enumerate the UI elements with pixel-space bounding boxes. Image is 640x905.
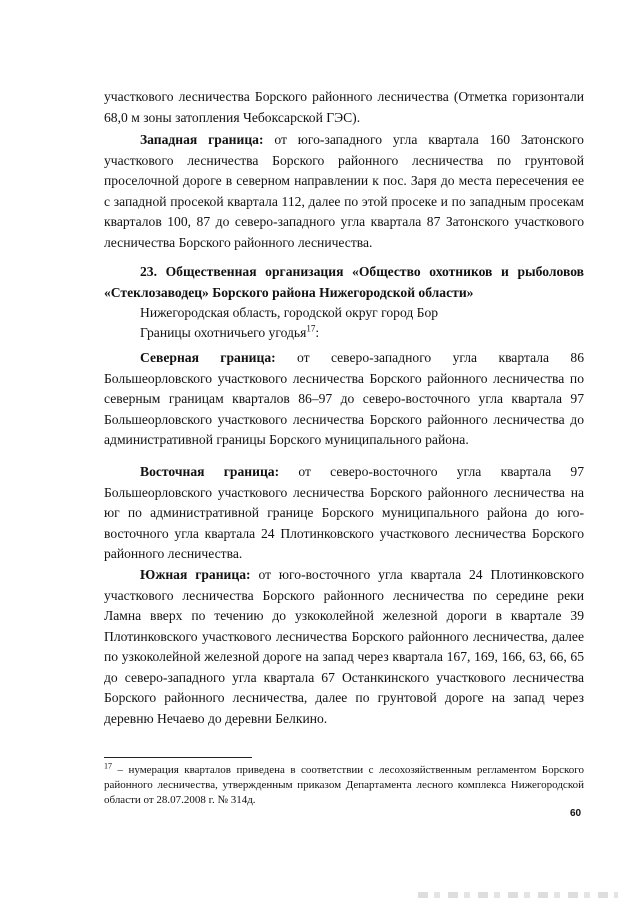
southern-border-text: от юго-восточного угла квартала 24 Плотинковского участкового лесничества Борского районного лесничества по середине реки Ламна вверх по течению до узкоколейной железной дороги в квартале 39 Плотинковского участкового лесничества Борского районного лесничества, далее по узкоколейной железной дороге на запад через квартала 167, 169, 166, 63, 66, 65 до северо-западного угла квартала 67 Останкинского участкового лесничества Борского районного лесничества, далее по грунтовой дороге на запад через деревню Нечаево до деревни Белкино. xyxy=(104,567,585,726)
page-number: 60 xyxy=(570,808,582,819)
northern-border-label: Северная граница: xyxy=(140,350,276,365)
continuation-paragraph: участкового лесничества Борского районного лесничества (Отметка горизонтали 68,0 м зоны затопления Чебоксарской ГЭС). xyxy=(104,89,584,125)
eastern-border-text: от северо-восточного угла квартала 97 Большеорловского участкового лесничества Борского районного лесничества на юг по административной границе Борского муниципального района до юго-восточного угла квартала 24 Плотинковского участкового лесничества Борского районного лесничества. xyxy=(104,464,584,561)
section-location: Нижегородская область, городской округ город Бор xyxy=(140,305,439,320)
southern-border-paragraph xyxy=(104,565,584,729)
footnote-reference: 17 xyxy=(306,323,316,334)
borders-intro xyxy=(104,323,584,344)
scan-artifact xyxy=(418,892,618,898)
borders-intro-colon: : xyxy=(315,325,320,340)
footnote xyxy=(104,763,584,808)
eastern-border-label: Восточная граница: xyxy=(140,464,280,479)
southern-border-label: Южная граница: xyxy=(140,567,251,582)
borders-intro-text: Границы охотничьего угодья xyxy=(140,325,307,340)
western-border-text: от юго-западного угла квартала 160 Затонского участкового лесничества Борского районного лесничества по грунтовой проселочной дороге в северном направлении к пос. Заря до места пересечения ее с западной просекой квартала 112, далее по этой просеке и по западным просекам кварталов 100, 87 до северо-западного угла квартала 87 Затонского участкового лесничества Борского районного лесничества. xyxy=(104,132,584,250)
footnote-text: – нумерация кварталов приведена в соответствии с лесохозяйственным регламентом Борского районного лесничества, утвержденным приказом Департамента лесного комплекса Нижегородской области от 28.07.2008 г. № 314д. xyxy=(104,764,584,806)
footnote-divider xyxy=(104,757,252,758)
footnote-mark: 17 xyxy=(104,761,112,771)
northern-border-text: от северо-западного угла квартала 86 Большеорловского участкового лесничества Борского районного лесничества по северным границам кварталов 86–97 до северо-восточного угла квартала 97 Большеорловского участкового лесничества Борского районного лесничества до административной границы Борского муниципального района. xyxy=(104,350,584,447)
section-heading: 23. Общественная организация «Общество охотников и рыболовов «Стеклозаводец» Борского района Нижегородской области» xyxy=(104,264,584,300)
western-border-paragraph xyxy=(104,130,584,253)
western-border-label: Западная граница: xyxy=(140,132,264,147)
eastern-border-paragraph xyxy=(104,462,584,565)
northern-border-paragraph xyxy=(104,348,584,451)
